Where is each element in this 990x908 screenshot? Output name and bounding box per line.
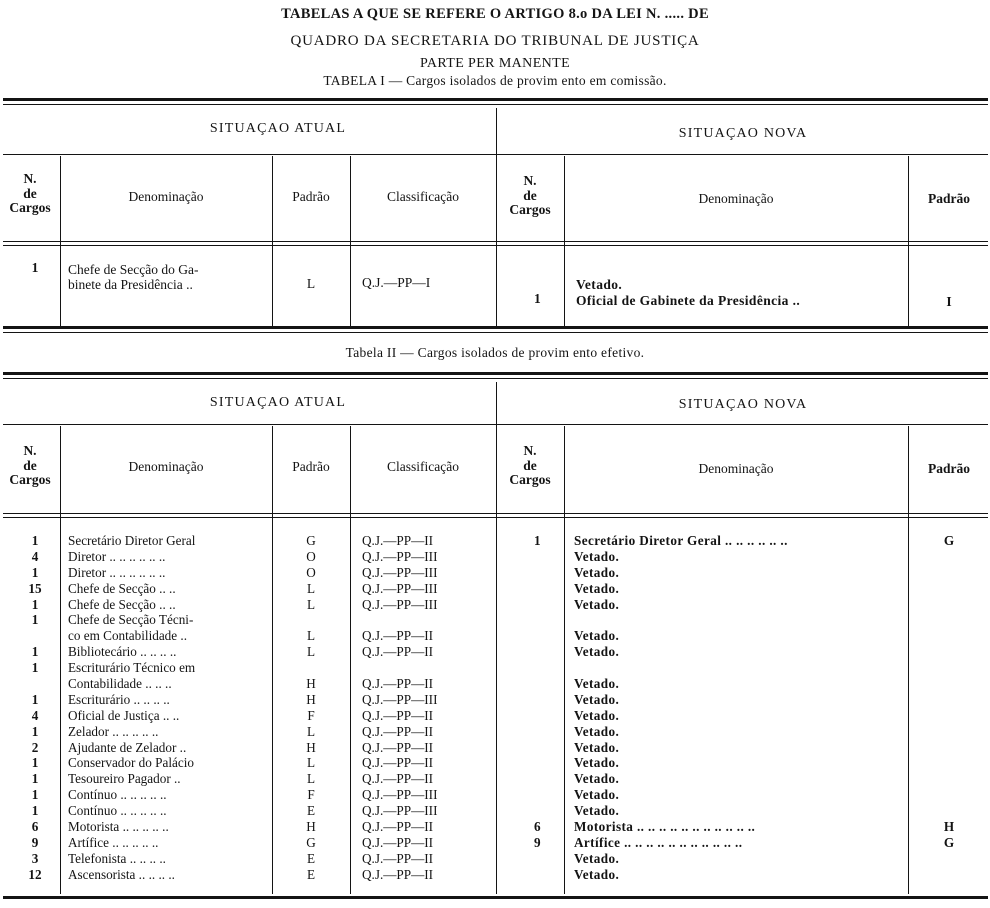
table2-row-5-npad <box>908 612 990 628</box>
table2-row-10-npad <box>908 692 990 708</box>
table2-header-nova-ncargos: N. de Cargos <box>509 443 551 487</box>
table2-caption: Tabela II — Cargos isolados de provim ento efetivo. <box>345 345 645 360</box>
table2-row-2-cls: Q.J.—PP—III <box>362 564 438 580</box>
table2-row-19-n: 9 <box>31 834 39 850</box>
table2-row-15-n: 1 <box>31 771 39 787</box>
table2-row-13-npad <box>908 740 990 756</box>
table2-row-21-n: 12 <box>28 866 42 882</box>
table2-row-1-nn <box>534 549 541 565</box>
table2-row-13-den: Ajudante de Zelador .. <box>68 739 187 755</box>
table2-column-nova-padrao <box>908 533 990 883</box>
table2-row-19-pad: G <box>306 834 316 850</box>
table2-divider <box>564 426 565 894</box>
table2-row-10-pad: H <box>306 691 316 707</box>
table1-header-nova-padrao: Padrão <box>928 191 970 206</box>
table2-row-16-nn <box>534 787 541 803</box>
table2-row-18-nden: Motorista .. .. .. .. .. .. .. .. .. .. .. <box>574 819 756 835</box>
table2-row-11-n: 4 <box>31 707 39 723</box>
table2-row-2-n: 1 <box>31 564 39 580</box>
table2-situacao-atual: SITUAÇAO ATUAL <box>209 395 347 410</box>
table2-row-6-pad: L <box>306 628 316 644</box>
table1-header-classificacao: Classificação <box>387 189 459 204</box>
table2-row-20-nden: Vetado. <box>574 850 620 866</box>
table2-row-0-pad: G <box>306 533 316 548</box>
heading-line-3: PARTE PER MANENTE <box>419 56 571 71</box>
table1-row-nova-padrao: I <box>946 294 952 309</box>
table2-row-18-den: Motorista .. .. .. .. .. <box>68 819 169 835</box>
table2-row-2-den: Diretor .. .. .. .. .. .. <box>68 564 166 580</box>
table2-row-11-npad <box>908 708 990 724</box>
table2-row-21-nden: Vetado. <box>574 866 620 882</box>
table1-header-nova-denominacao: Denominação <box>698 191 774 206</box>
table2-row-21-nn <box>534 867 541 883</box>
table2-row-0-cls: Q.J.—PP—II <box>362 533 434 548</box>
table2-column-denominacao <box>68 533 195 883</box>
table2-row-8-n: 1 <box>31 660 39 676</box>
table2-row-3-nden: Vetado. <box>574 580 620 596</box>
table2-row-16-nden: Vetado. <box>574 787 620 803</box>
table2-row-8-den: Escriturário Técnico em <box>68 660 196 676</box>
table2-row-4-nn <box>534 597 541 613</box>
table1-header-ncargos: N. de Cargos <box>9 171 51 215</box>
table2-row-18-nn: 6 <box>534 819 541 835</box>
table2-row-2-pad: O <box>306 564 316 580</box>
table2-row-8-cls <box>362 660 437 676</box>
table1-divider <box>350 156 351 326</box>
table2-row-12-pad: L <box>306 723 316 739</box>
table2-row-8-pad <box>272 660 350 676</box>
table2-row-17-n: 1 <box>31 803 39 819</box>
table2-row-7-pad: L <box>306 644 316 660</box>
table2-row-19-cls: Q.J.—PP—II <box>362 834 434 850</box>
table2-row-13-n: 2 <box>31 739 39 755</box>
table2-row-2-nden: Vetado. <box>574 564 620 580</box>
table2-column-ncargos <box>0 533 70 883</box>
heading-line-2: QUADRO DA SECRETARIA DO TRIBUNAL DE JUSTIÇA <box>290 33 700 49</box>
table2-row-0-nn: 1 <box>534 533 541 548</box>
table2-row-13-cls: Q.J.—PP—II <box>362 739 434 755</box>
table2-row-20-den: Telefonista .. .. .. .. <box>68 850 166 866</box>
table2-row-9-npad <box>908 676 990 692</box>
table2-row-20-n: 3 <box>31 850 39 866</box>
table2-row-3-nn <box>534 581 541 597</box>
table2-header-ncargos: N. de Cargos <box>9 443 51 487</box>
table2-header-padrao: Padrão <box>292 459 330 474</box>
table2-row-15-den: Tesoureiro Pagador .. <box>68 771 181 787</box>
table2-row-15-nn <box>534 771 541 787</box>
table2-header-denominacao: Denominação <box>128 459 204 474</box>
table2-row-21-pad: E <box>306 866 316 882</box>
table1-top-rule-thin <box>3 104 988 105</box>
table2-row-5-nn <box>534 612 541 628</box>
table2-bottom-rule <box>3 896 988 899</box>
table2-row-18-n: 6 <box>31 819 39 835</box>
table1-row-classificacao: Q.J.—PP—I <box>362 275 431 290</box>
table2-row-4-pad: L <box>306 596 316 612</box>
table2-header-nova-padrao: Padrão <box>928 461 970 476</box>
table2-row-3-den: Chefe de Secção .. .. <box>68 580 176 596</box>
table1-row-denominacao: Chefe de Secção do Ga- binete da Presidência .. <box>68 262 199 292</box>
table2-row-6-npad <box>908 628 990 644</box>
table1-divider <box>272 156 273 326</box>
table2-row-6-nn <box>534 628 541 644</box>
table2-row-4-cls: Q.J.—PP—III <box>362 596 438 612</box>
table2-row-1-nden: Vetado. <box>574 548 620 564</box>
table2-row-9-nn <box>534 676 541 692</box>
table2-row-6-n <box>0 628 70 644</box>
table2-row-2-npad <box>908 565 990 581</box>
table2-row-19-npad: G <box>943 834 955 850</box>
table2-row-16-npad <box>908 787 990 803</box>
table2-divider <box>350 426 351 894</box>
table2-row-7-cls: Q.J.—PP—II <box>362 644 434 660</box>
table2-row-11-nn <box>534 708 541 724</box>
table2-row-1-den: Diretor .. .. .. .. .. .. <box>68 548 166 564</box>
table2-row-11-pad: F <box>307 707 315 723</box>
table1-header-nova-ncargos: N. de Cargos <box>509 173 551 217</box>
table2-row-20-cls: Q.J.—PP—II <box>362 850 434 866</box>
table2-row-1-npad <box>908 549 990 565</box>
table2-header-nova-denominacao: Denominação <box>698 461 774 476</box>
table2-row-21-npad <box>908 867 990 883</box>
table2-row-4-den: Chefe de Secção .. .. <box>68 596 176 612</box>
table2-row-11-cls: Q.J.—PP—II <box>362 707 434 723</box>
table2-row-12-nden: Vetado. <box>574 723 620 739</box>
table1-caption: TABELA I — Cargos isolados de provim ento em comissão. <box>323 73 667 88</box>
table2-row-4-npad <box>908 597 990 613</box>
table2-row-13-nden: Vetado. <box>574 739 620 755</box>
table2-row-5-nden <box>574 612 788 628</box>
table2-row-7-nn <box>534 644 541 660</box>
table2-row-14-den: Conservador do Palácio <box>68 755 194 771</box>
table2-row-3-npad <box>908 581 990 597</box>
table2-row-7-npad <box>908 644 990 660</box>
table2-row-20-nn <box>534 851 541 867</box>
table1-header-denominacao: Denominação <box>128 189 204 204</box>
table2-row-8-nden <box>574 660 788 676</box>
table2-row-13-pad: H <box>306 739 316 755</box>
table2-row-14-nden: Vetado. <box>574 755 620 771</box>
table2-row-9-den: Contabilidade .. .. .. <box>68 676 172 692</box>
table2-row-17-nden: Vetado. <box>574 803 620 819</box>
table2-row-1-cls: Q.J.—PP—III <box>362 548 438 564</box>
table2-row-8-nn <box>534 660 541 676</box>
table1-bottom-rule-thin <box>3 332 988 333</box>
table2-row-14-cls: Q.J.—PP—II <box>362 755 434 771</box>
table2-row-16-pad: F <box>307 787 315 803</box>
table2-row-11-den: Oficial de Justiça .. .. <box>68 707 180 723</box>
table1-situacao-atual: SITUAÇAO ATUAL <box>209 121 347 136</box>
table2-row-12-n: 1 <box>31 723 39 739</box>
table2-row-19-nden: Artífice .. .. .. .. .. .. .. .. .. .. .. <box>574 834 743 850</box>
table2-row-6-cls: Q.J.—PP—II <box>362 628 434 644</box>
table2-row-14-pad: L <box>306 755 316 771</box>
table2-row-11-nden: Vetado. <box>574 707 620 723</box>
table2-row-18-npad: H <box>943 819 955 835</box>
table2-row-4-n: 1 <box>31 596 39 612</box>
table2-row-17-npad <box>908 803 990 819</box>
table2-row-1-pad: O <box>306 548 316 564</box>
table2-header-classificacao: Classificação <box>387 459 459 474</box>
table2-row-13-nn <box>534 740 541 756</box>
table1-header-padrao: Padrão <box>292 189 330 204</box>
table2-row-12-npad <box>908 724 990 740</box>
table2-row-8-npad <box>908 660 990 676</box>
table2-row-5-pad <box>272 612 350 628</box>
table2-row-16-den: Contínuo .. .. .. .. .. <box>68 787 167 803</box>
table2-row-19-den: Artífice .. .. .. .. .. <box>68 834 159 850</box>
table2-row-10-den: Escriturário .. .. .. .. <box>68 691 170 707</box>
heading-line-1: TABELAS A QUE SE REFERE O ARTIGO 8.o DA LEI N. ..... DE <box>281 6 709 22</box>
table2-column-nova-ncargos <box>534 533 541 883</box>
table2-row-1-n: 4 <box>31 548 39 564</box>
table2-row-17-pad: E <box>306 803 316 819</box>
table2-row-12-den: Zelador .. .. .. .. .. <box>68 723 159 739</box>
table1-divider <box>564 156 565 326</box>
table2-row-6-nden: Vetado. <box>574 628 620 644</box>
table1-row-nova-n: 1 <box>534 291 541 306</box>
table2-column-classificacao <box>362 533 437 883</box>
table2-row-15-nden: Vetado. <box>574 771 620 787</box>
table2-row-5-den: Chefe de Secção Técni- <box>68 612 194 628</box>
table2-row-15-npad <box>908 771 990 787</box>
table1-divider <box>60 156 61 326</box>
table1-bottom-rule <box>3 326 988 329</box>
table2-row-0-den: Secretário Diretor Geral <box>68 533 196 548</box>
table1-row-padrao: L <box>306 276 316 291</box>
table2-row-10-nden: Vetado. <box>574 691 620 707</box>
table2-row-15-pad: L <box>306 771 316 787</box>
table2-row-6-den: co em Contabilidade .. <box>68 628 188 644</box>
table2-row-0-nden: Secretário Diretor Geral .. .. .. .. .. .. <box>574 533 788 548</box>
table1-row-nova-denominacao: Vetado. Oficial de Gabinete da Presidência .. <box>576 277 801 308</box>
table2-row-9-n <box>0 676 70 692</box>
table2-row-14-n: 1 <box>31 755 39 771</box>
table2-row-7-n: 1 <box>31 644 39 660</box>
table2-row-20-npad <box>908 851 990 867</box>
table2-row-9-nden: Vetado. <box>574 676 620 692</box>
table2-row-10-cls: Q.J.—PP—III <box>362 691 438 707</box>
table2-row-10-n: 1 <box>31 691 39 707</box>
table2-row-3-n: 15 <box>28 580 42 596</box>
table1-situacao-nova: SITUAÇAO NOVA <box>678 126 808 141</box>
table2-row-12-cls: Q.J.—PP—II <box>362 723 434 739</box>
table2-row-16-n: 1 <box>31 787 39 803</box>
table2-row-7-den: Bibliotecário .. .. .. .. <box>68 644 177 660</box>
table2-row-5-cls <box>362 612 437 628</box>
table2-row-17-cls: Q.J.—PP—III <box>362 803 438 819</box>
table2-row-0-npad: G <box>943 533 955 548</box>
table2-row-3-pad: L <box>306 580 316 596</box>
table2-row-5-n: 1 <box>31 612 39 628</box>
table2-row-20-pad: E <box>306 850 316 866</box>
table2-row-21-cls: Q.J.—PP—II <box>362 866 434 882</box>
table2-row-0-n: 1 <box>31 533 39 548</box>
table2-column-padrao <box>272 533 350 883</box>
table2-row-16-cls: Q.J.—PP—III <box>362 787 438 803</box>
table2-column-nova-denominacao <box>574 533 788 883</box>
table2-situacao-nova: SITUAÇAO NOVA <box>678 397 808 412</box>
table2-row-21-den: Ascensorista .. .. .. .. <box>68 866 175 882</box>
table1-row-n: 1 <box>31 260 39 275</box>
table1-top-rule <box>3 98 988 101</box>
table2-row-9-pad: H <box>306 676 316 692</box>
table2-top-rule <box>3 372 988 375</box>
table2-row-4-nden: Vetado. <box>574 596 620 612</box>
table2-row-17-den: Contínuo .. .. .. .. .. <box>68 803 167 819</box>
table2-row-10-nn <box>534 692 541 708</box>
table2-row-19-nn: 9 <box>534 834 541 850</box>
table2-row-18-pad: H <box>306 819 316 835</box>
table2-row-15-cls: Q.J.—PP—II <box>362 771 434 787</box>
table2-row-12-nn <box>534 724 541 740</box>
table2-row-2-nn <box>534 565 541 581</box>
table2-row-14-nn <box>534 755 541 771</box>
table2-row-14-npad <box>908 755 990 771</box>
table2-row-18-cls: Q.J.—PP—II <box>362 819 434 835</box>
table2-row-7-nden: Vetado. <box>574 644 620 660</box>
table2-row-3-cls: Q.J.—PP—III <box>362 580 438 596</box>
table2-top-rule-thin <box>3 378 988 379</box>
table2-row-9-cls: Q.J.—PP—II <box>362 676 434 692</box>
table2-row-17-nn <box>534 803 541 819</box>
